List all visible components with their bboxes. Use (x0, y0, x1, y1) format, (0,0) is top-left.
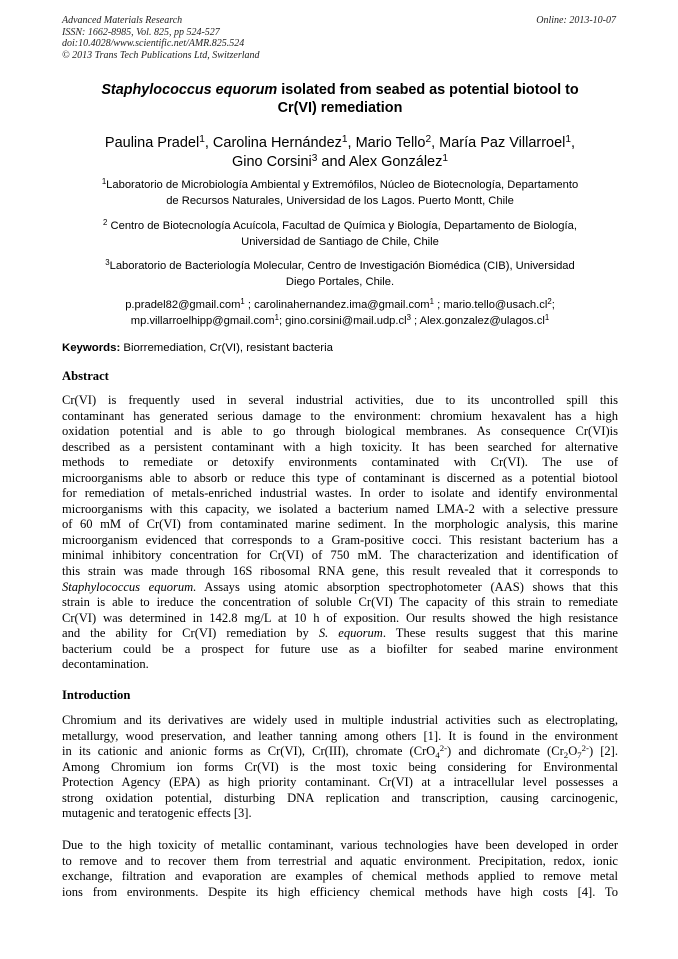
affiliation-text: Laboratorio de Bacteriología Molecular, Centro de Investigación Biomédica (CIB), Universidad (109, 260, 575, 272)
email-link[interactable]: ; carolinahernandez.ima@gmail.com (244, 299, 430, 311)
species-name: Staphylococcus equorum. (62, 579, 197, 594)
abstract-text: . These results suggest that this marine (382, 626, 618, 641)
affiliation-1 (62, 178, 618, 209)
introduction-heading: Introduction (62, 688, 131, 702)
affiliation-text: Diego Portales, Chile. (285, 275, 395, 288)
affiliation-2 (62, 219, 618, 250)
abstract-text: and the ability for Cr(VI) remediation by (62, 626, 319, 641)
intro-text: in its cationic and anionic forms as Cr(VI), Cr(III), chromate (CrO (62, 744, 436, 759)
abstract-line: bacterium could be a prospect for future use as a biofilter for seabed marine environment (62, 641, 618, 656)
affiliation-sup: 3 (105, 258, 110, 268)
abstract-text: Assays using atomic absorption spectrophotometer (AAS) shows that this (196, 579, 618, 594)
affiliation-text: Centro de Biotecnología Acuícola, Facultad de Química y Biología, Departamento de Biología, (107, 220, 577, 232)
introduction-paragraph-1 (62, 713, 618, 822)
abstract-line: this strain was made through 16S ribosomal RNA gene, this result revealed that it corresponds to (62, 564, 618, 579)
affiliation-text: Laboratorio de Microbiología Ambiental y Extremófilos, Núcleo de Biotecnología, Departamento (106, 179, 579, 191)
keywords-text: Biorremediation, Cr(VI), resistant bacteria (120, 342, 333, 354)
abstract-line: contaminant has generated serious damage to the environment: chromium hexavalent has a high (62, 408, 618, 423)
affiliation-text: Universidad de Santiago de Chile, Chile (241, 235, 439, 248)
email-sup: 2 (547, 297, 552, 307)
issn: ISSN: 1662-8985, Vol. 825, pp 524-527 (62, 26, 220, 38)
author-affil-sup: 1 (199, 134, 205, 146)
title-italic: Staphylococcus equorum (101, 82, 278, 98)
abstract-line: oxidation potential and is able to go through biological membranes. As consequence Cr(VI)is (62, 424, 618, 439)
intro-line: Chromium and its derivatives are widely used in multiple industrial activities such as electroplating, (62, 713, 618, 727)
email-sup: 1 (429, 297, 434, 307)
author-name: , Carolina Hernández (204, 135, 342, 151)
title-rest: isolated from seabed as potential biotool to (277, 82, 579, 98)
email-link[interactable]: ; mario.tello@usach.cl (434, 299, 548, 311)
formula-subscript: 2 (563, 749, 569, 760)
abstract-line (62, 626, 618, 642)
intro-line: Among Chromium ion forms Cr(VI) is the most toxic being considering for Environmental (62, 759, 618, 774)
intro-line: Due to the high toxicity of metallic contaminant, various technologies have been developed in order (62, 838, 618, 852)
email-list (62, 297, 618, 329)
abstract-line: microorganism evidenced that corresponds to a Gram-positive cocci. This resistant bacterium has a (62, 532, 618, 547)
affiliation-3 (62, 259, 618, 290)
intro-text: ) [2]. (588, 744, 618, 759)
abstract-line: for remediation of metals-enriched industrial wastes. In order to isolate and identify environmental (62, 486, 618, 501)
abstract-line: minimal inhibitory concentration for Cr(VI) of 750 mM. The characterization and identification of (62, 548, 618, 563)
copyright: © 2013 Trans Tech Publications Ltd, Switzerland (62, 49, 260, 61)
formula-superscript: 2- (439, 743, 448, 754)
abstract-body (62, 393, 618, 673)
abstract-line: decontamination. (62, 657, 149, 672)
intro-line: mutagenic and teratogenic effects [3]. (62, 806, 252, 821)
journal-name: Advanced Materials Research (62, 15, 183, 26)
email-sup: 1 (544, 313, 550, 323)
affiliation-sup: 1 (101, 177, 107, 187)
author-name: , Mario Tello (347, 135, 426, 151)
doi: doi:10.4028/www.scientific.net/AMR.825.524 (62, 38, 245, 49)
online-date: Online: 2013-10-07 (536, 15, 616, 26)
intro-line: strong oxidation potential, disturbing DNA replication and transcription, causing carcinogenic, (62, 790, 618, 805)
author-affil-sup: 1 (565, 134, 572, 146)
keywords (62, 341, 618, 356)
author-name: and Alex González (317, 154, 443, 170)
author-affil-sup: 2 (425, 134, 432, 146)
journal-header (62, 15, 618, 61)
introduction-paragraph-2 (62, 838, 618, 900)
keywords-label: Keywords: (62, 342, 121, 354)
abstract-line: microorganisms with this capacity, we isolated a bacterium named LMA-2 with a selective pressure (62, 501, 618, 516)
author-name: Gino Corsini (231, 154, 312, 170)
intro-line: exchange, filtration and evaporation are examples of chemical methods applied to remove metal (62, 869, 618, 884)
abstract-line: methods to remediate or detoxify environments contaminated with Cr(VI). The use of (62, 455, 618, 470)
email-link[interactable]: ; gino.corsini@mail.udp.cl (278, 315, 407, 327)
intro-line: to remove and to recover them from terrestrial and aquatic environment. Precipitation, redox, ionic (62, 853, 618, 868)
title-line2: Cr(VI) remediation (277, 100, 403, 116)
author-list (62, 134, 618, 172)
email-sup: 1 (274, 313, 279, 323)
intro-text: O (568, 744, 578, 759)
author-affil-sup: 1 (341, 134, 348, 146)
species-name: S. equorum (318, 626, 383, 641)
paper-title (62, 81, 618, 117)
intro-line: metallurgy, wood preservation, and leather tanning among others [1]. It is found in the environment (62, 728, 618, 743)
intro-text: ) and dichromate (Cr (447, 744, 564, 759)
author-separator: , (571, 135, 576, 151)
formula-superscript: 2- (581, 743, 589, 754)
author-affil-sup: 3 (311, 153, 318, 165)
email-sup: 1 (240, 297, 245, 307)
abstract-line: Cr(VI) is frequently used in several industrial activities, due to its uncontrolled spill this (62, 393, 618, 407)
abstract-heading: Abstract (62, 369, 109, 383)
formula-subscript: 4 (435, 749, 440, 760)
author-affil-sup: 1 (442, 153, 448, 165)
email-sup: 3 (406, 313, 411, 323)
affiliation-sup: 2 (103, 218, 108, 228)
author-name: Paulina Pradel (104, 135, 200, 151)
email-link[interactable]: ; Alex.gonzalez@ulagos.cl (410, 315, 545, 327)
email-link[interactable]: p.pradel82@gmail.com (125, 299, 241, 311)
abstract-line (62, 580, 618, 596)
intro-line: Protection Agency (EPA) as high priority contaminant. Cr(VI) at a intracellular level possesses a (62, 775, 618, 790)
intro-line (62, 744, 618, 760)
affiliation-text: de Recursos Naturales, Universidad de los Lagos. Puerto Montt, Chile (166, 194, 514, 207)
author-name: , María Paz Villarroel (431, 135, 566, 151)
abstract-line: of 60 mM of Cr(VI) from contaminated marine sediment. In the morphologic analysis, this marine (62, 517, 618, 532)
intro-line: ions from environments. Despite its high efficiency chemical methods have high costs [4]. To (62, 884, 618, 899)
abstract-line: Cr(VI) was determined in 142.8 mg/L at 10 h of exposition. Our results showed the high resistance (62, 610, 618, 625)
formula-subscript: 7 (577, 749, 582, 760)
abstract-line: microorganisms able to absorb or reduce this type of contaminant is discerned as a potential biotool (62, 470, 618, 485)
email-separator: ; (551, 299, 555, 311)
abstract-line: strain is able to ireduce the concentration of soluble Cr(VI) The capacity of this strain to remediate (62, 595, 618, 610)
email-link[interactable]: mp.villarroelhipp@gmail.com (130, 315, 275, 327)
abstract-line: described as a persistent contaminant with a high toxicity. It has been searched for alternative (62, 439, 618, 454)
